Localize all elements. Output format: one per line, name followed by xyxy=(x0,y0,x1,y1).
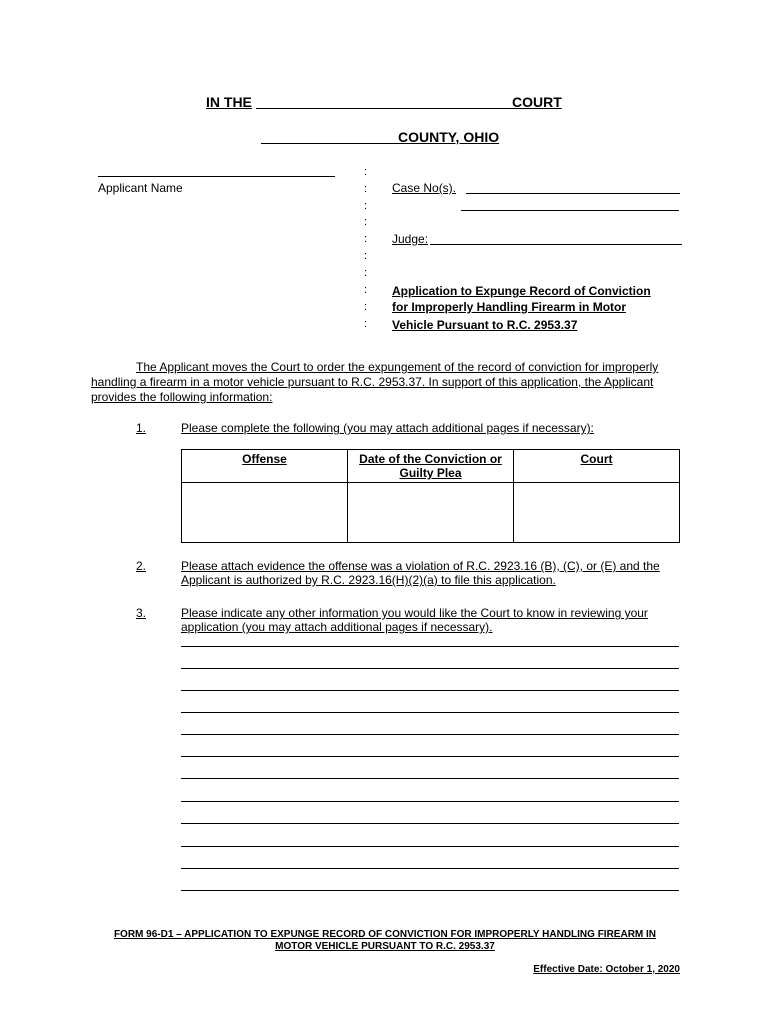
intro-line: provides the following information: xyxy=(91,390,273,404)
caption-colon: : xyxy=(364,250,368,262)
offense-table xyxy=(181,449,680,543)
item-number: 1. xyxy=(136,421,147,435)
info-line[interactable] xyxy=(181,801,679,802)
info-line[interactable] xyxy=(181,868,679,869)
intro-line: The Applicant moves the Court to order the expungement of the record of conviction for improperly xyxy=(136,360,659,374)
county-name-blank[interactable] xyxy=(261,143,398,144)
applicant-name-blank[interactable] xyxy=(98,176,335,177)
judge-blank[interactable] xyxy=(430,244,682,245)
table-row xyxy=(182,483,680,543)
item-text: Please attach evidence the offense was a violation of R.C. 2923.16 (B), (C), or (E) and the xyxy=(181,559,660,573)
applicant-name-label: Applicant Name xyxy=(98,181,183,195)
case-no-blank-2[interactable] xyxy=(461,210,679,211)
case-no-blank[interactable] xyxy=(466,193,680,194)
caption-colon: : xyxy=(364,183,368,195)
intro-line: handling a firearm in a motor vehicle pursuant to R.C. 2953.37. In support of this application, the Applicant xyxy=(91,375,654,389)
info-line[interactable] xyxy=(181,890,679,891)
info-line[interactable] xyxy=(181,712,679,713)
info-line[interactable] xyxy=(181,823,679,824)
caption-colon: : xyxy=(364,318,368,330)
effective-date: Effective Date: October 1, 2020 xyxy=(533,964,680,975)
info-line[interactable] xyxy=(181,756,679,757)
date-column-header: Date of the Conviction or Guilty Plea xyxy=(348,450,514,483)
form-title: FORM 96-D1 – APPLICATION TO EXPUNGE RECORD OF CONVICTION FOR IMPROPERLY HANDLING FIREARM IN xyxy=(113,929,657,940)
caption-colon: : xyxy=(364,284,368,296)
court-column-header: Court xyxy=(514,450,680,483)
info-line[interactable] xyxy=(181,734,679,735)
court-name-blank[interactable] xyxy=(256,108,512,109)
case-no-label: Case No(s). xyxy=(392,181,457,195)
item-text: Please complete the following (you may attach additional pages if necessary): xyxy=(181,421,594,435)
caption-colon: : xyxy=(364,233,368,245)
info-line[interactable] xyxy=(181,668,679,669)
info-line[interactable] xyxy=(181,846,679,847)
caption-colon: : xyxy=(364,301,368,313)
item-text: Applicant is authorized by R.C. 2923.16(H)(2)(a) to file this application. xyxy=(181,573,556,587)
header-in-the: IN THE xyxy=(206,94,252,110)
info-line[interactable] xyxy=(181,646,679,647)
item-text: application (you may attach additional pages if necessary). xyxy=(181,620,493,634)
caption-colon: : xyxy=(364,267,368,279)
item-number: 2. xyxy=(136,559,147,573)
offense-cell[interactable] xyxy=(182,483,348,543)
header-county-ohio: COUNTY, OHIO xyxy=(398,129,500,145)
item-number: 3. xyxy=(136,606,147,620)
table-header-row xyxy=(182,450,680,483)
header-court: COURT xyxy=(512,94,562,110)
application-title-line: Vehicle Pursuant to R.C. 2953.37 xyxy=(392,318,578,332)
judge-label: Judge: xyxy=(392,232,429,246)
application-title-line: for Improperly Handling Firearm in Motor xyxy=(392,300,627,314)
date-cell[interactable] xyxy=(348,483,514,543)
caption-colon: : xyxy=(364,166,368,178)
offense-column-header: Offense xyxy=(182,450,348,483)
item-text: Please indicate any other information you would like the Court to know in reviewing your xyxy=(181,606,648,620)
caption-colon: : xyxy=(364,200,368,212)
caption-colon: : xyxy=(364,216,368,228)
form-title: MOTOR VEHICLE PURSUANT TO R.C. 2953.37 xyxy=(275,941,495,952)
info-line[interactable] xyxy=(181,778,679,779)
info-line[interactable] xyxy=(181,690,679,691)
court-cell[interactable] xyxy=(514,483,680,543)
application-title-line: Application to Expunge Record of Conviction xyxy=(392,284,651,298)
